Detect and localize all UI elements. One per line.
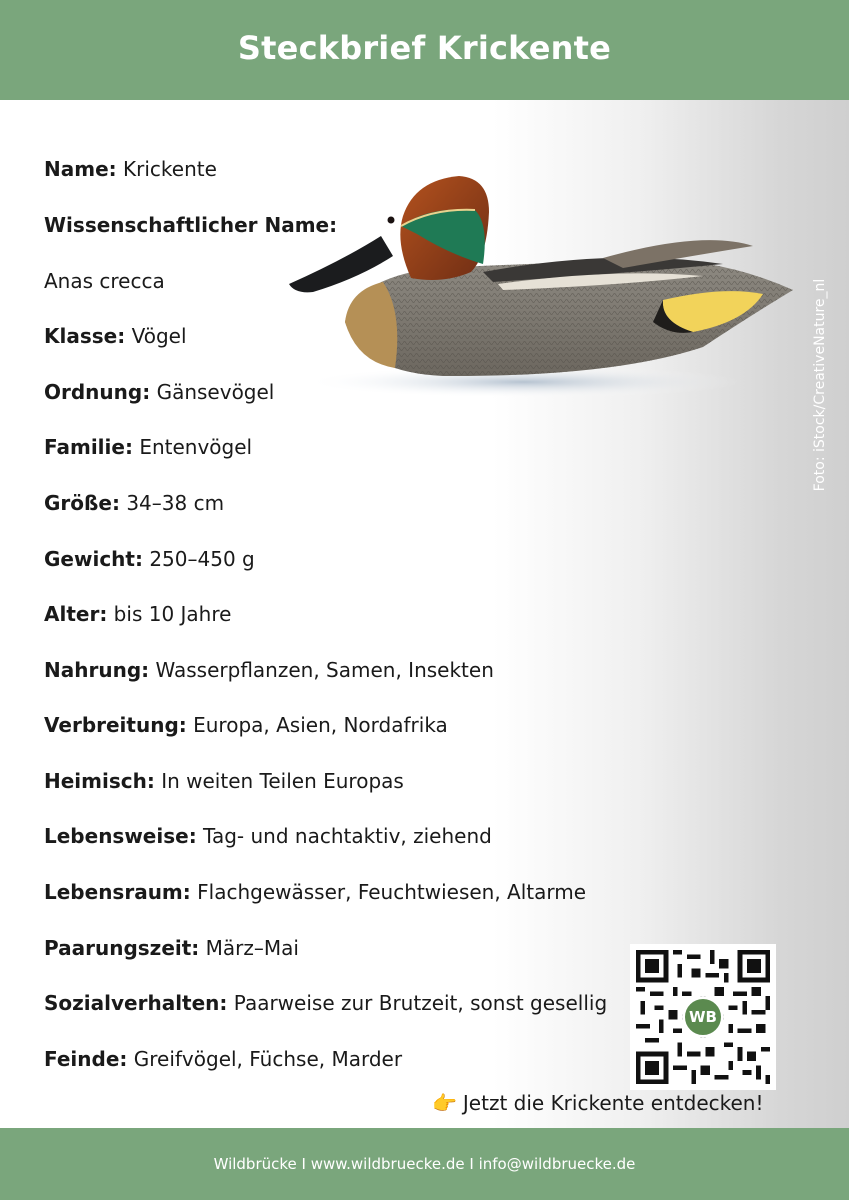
fact-label: Feinde: xyxy=(44,1047,128,1071)
fact-value: bis 10 Jahre xyxy=(107,602,232,626)
fact-value: Europa, Asien, Nordafrika xyxy=(186,713,448,737)
fact-label: Gewicht: xyxy=(44,547,143,571)
fact-value: Gänsevögel xyxy=(150,380,275,404)
fact-label: Klasse: xyxy=(44,324,126,348)
fact-value: März–Mai xyxy=(199,936,299,960)
fact-lifestyle xyxy=(44,823,492,849)
fact-value: Flachgewässer, Feuchtwiesen, Altarme xyxy=(190,880,587,904)
fact-habitat xyxy=(44,879,586,905)
qr-code[interactable] xyxy=(630,944,776,1090)
wb-logo-badge xyxy=(682,996,724,1038)
fact-class xyxy=(44,323,187,349)
fact-scientific-name-label xyxy=(44,212,337,238)
footer-contact: Wildbrücke I www.wildbruecke.de I info@wildbruecke.de xyxy=(213,1155,636,1173)
fact-value: Vögel xyxy=(125,324,187,348)
fact-mating-season xyxy=(44,935,299,961)
fact-food xyxy=(44,657,494,683)
fact-label: Lebensweise: xyxy=(44,824,197,848)
fact-age xyxy=(44,601,231,627)
fact-label: Nahrung: xyxy=(44,658,150,682)
fact-native xyxy=(44,768,404,794)
photo-credit-text: Foto: iStock/CreativeNature_nl xyxy=(812,278,828,492)
fact-label: Lebensraum: xyxy=(44,880,191,904)
fact-value: 34–38 cm xyxy=(119,491,225,515)
fact-value: Paarweise zur Brutzeit, sonst gesellig xyxy=(227,991,608,1015)
fact-label: Sozialverhalten: xyxy=(44,991,228,1015)
fact-value: In weiten Teilen Europas xyxy=(154,769,404,793)
fact-label: Wissenschaftlicher Name: xyxy=(44,213,338,237)
fact-label: Paarungszeit: xyxy=(44,936,200,960)
fact-enemies xyxy=(44,1046,402,1072)
fact-weight xyxy=(44,546,255,572)
duck-photo xyxy=(283,172,799,402)
fact-scientific-name-value xyxy=(44,268,165,294)
page-title: Steckbrief Krickente xyxy=(237,29,612,67)
fact-label: Heimisch: xyxy=(44,769,155,793)
discover-link-text: Jetzt die Krickente entdecken! xyxy=(462,1091,764,1115)
fact-value: Wasserpflanzen, Samen, Insekten xyxy=(149,658,494,682)
wb-logo-text: WB xyxy=(689,1008,717,1026)
fact-label: Ordnung: xyxy=(44,380,151,404)
discover-link[interactable] xyxy=(432,1091,764,1115)
fact-value: Krickente xyxy=(116,157,217,181)
fact-label: Familie: xyxy=(44,435,133,459)
fact-family xyxy=(44,434,252,460)
fact-value: 250–450 g xyxy=(142,547,255,571)
fact-value: Greifvögel, Füchse, Marder xyxy=(127,1047,403,1071)
fact-value: Anas crecca xyxy=(44,269,165,293)
fact-name xyxy=(44,156,217,182)
fact-label: Name: xyxy=(44,157,117,181)
photo-credit xyxy=(795,260,845,510)
fact-label: Alter: xyxy=(44,602,108,626)
footer-bar xyxy=(0,1128,849,1200)
fact-label: Größe: xyxy=(44,491,120,515)
fact-value: Tag- und nachtaktiv, ziehend xyxy=(196,824,492,848)
fact-social-behavior xyxy=(44,990,607,1016)
fact-distribution xyxy=(44,712,448,738)
header-bar xyxy=(0,0,849,100)
fact-order xyxy=(44,379,274,405)
fact-label: Verbreitung: xyxy=(44,713,187,737)
pointing-hand-icon: 👉 xyxy=(432,1091,457,1115)
fact-size xyxy=(44,490,224,516)
fact-value: Entenvögel xyxy=(132,435,253,459)
